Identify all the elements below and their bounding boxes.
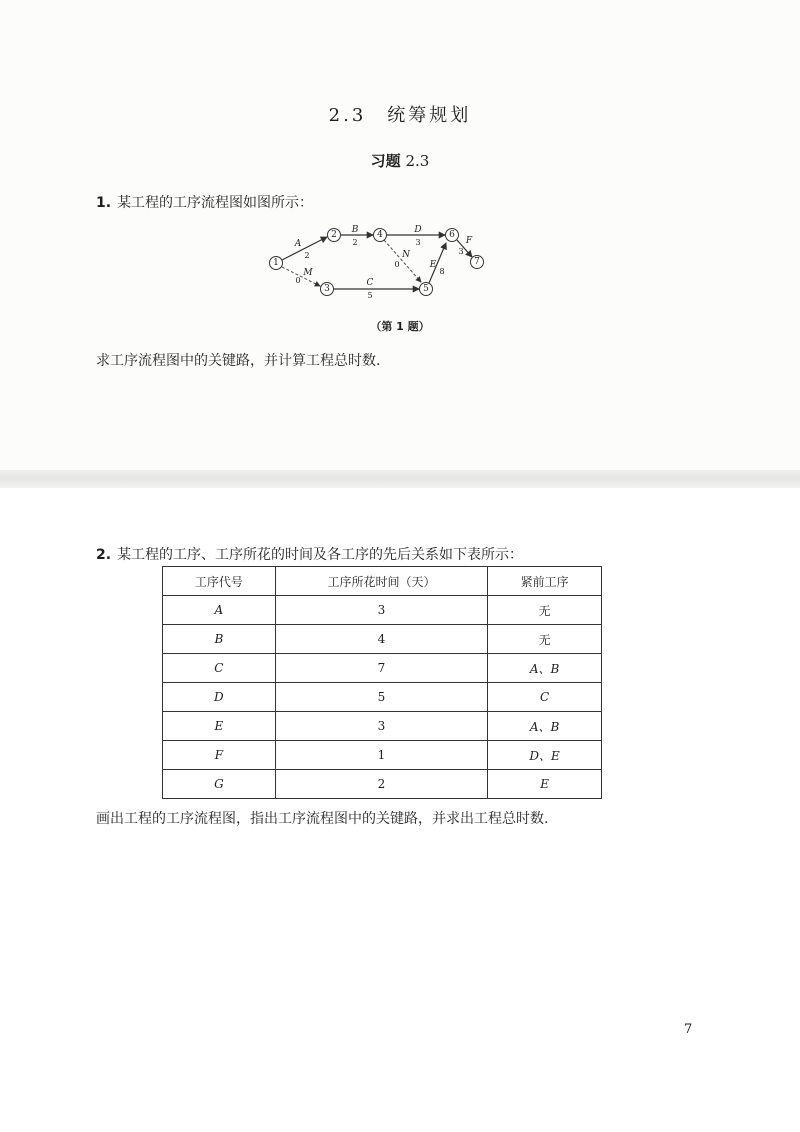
cell-predecessor: E: [488, 770, 602, 799]
edge-weight-c: 5: [367, 291, 373, 300]
cell-predecessor: A、B: [488, 712, 602, 741]
node-1-label: 1: [273, 258, 279, 268]
figure-caption: （第 1 题）: [370, 320, 430, 333]
edge-label-e: E: [429, 260, 437, 270]
problem-1-text: 某工程的工序流程图如图所示：: [117, 195, 314, 211]
cell-code: C: [163, 654, 276, 683]
cell-predecessor: C: [488, 683, 602, 712]
cell-predecessor: 无: [488, 596, 602, 625]
table-row: [163, 596, 602, 625]
node-7: [471, 256, 484, 269]
edge-label-a: A: [294, 239, 302, 249]
problem-2-text: 某工程的工序、工序所花的时间及各工序的先后关系如下表所示：: [117, 547, 524, 563]
cell-code: D: [163, 683, 276, 712]
edge-label-n: N: [402, 250, 410, 260]
problem-1-number: 1.: [96, 195, 112, 211]
cell-time: 3: [275, 596, 488, 625]
edge-weight-m: 0: [295, 276, 301, 285]
page-fold-seam: [0, 470, 800, 488]
table-header-row: [163, 567, 602, 596]
exercise-title-number: 2.3: [405, 152, 430, 170]
cell-code: E: [163, 712, 276, 741]
cell-predecessor: D、E: [488, 741, 602, 770]
process-flow-diagram: [262, 222, 494, 304]
edge-weight-a: 2: [304, 251, 310, 260]
cell-predecessor: A、B: [488, 654, 602, 683]
node-5: [420, 283, 433, 296]
cell-time: 7: [275, 654, 488, 683]
table-row: [163, 770, 602, 799]
table-row: [163, 654, 602, 683]
node-1: [270, 257, 283, 270]
header-predecessor: 紧前工序: [488, 567, 602, 596]
problem-2-question: 画出工程的工序流程图，指出工序流程图中的关键路，并求出工程总时数.: [96, 811, 549, 827]
section-title: 2.3 统筹规划: [328, 105, 472, 126]
edge-weight-n: 0: [394, 260, 400, 269]
problem-1-question: 求工序流程图中的关键路，并计算工程总时数.: [96, 353, 381, 369]
header-process-code: 工序代号: [163, 567, 276, 596]
table-row: [163, 683, 602, 712]
cell-predecessor: 无: [488, 625, 602, 654]
problem-2-statement: [96, 544, 523, 564]
header-process-time: 工序所花时间（天）: [275, 567, 488, 596]
node-3-label: 3: [324, 284, 330, 294]
cell-code: G: [163, 770, 276, 799]
node-2-label: 2: [331, 230, 337, 240]
exercise-title: [0, 150, 800, 171]
cell-code: F: [163, 741, 276, 770]
edge-weight-f: 3: [458, 247, 464, 256]
node-4: [374, 229, 387, 242]
exercise-title-label: 习题: [370, 152, 401, 170]
cell-time: 2: [275, 770, 488, 799]
table-row: [163, 741, 602, 770]
cell-time: 3: [275, 712, 488, 741]
cell-time: 5: [275, 683, 488, 712]
page-number: 7: [684, 1022, 693, 1037]
cell-code: B: [163, 625, 276, 654]
problem-1-statement: [96, 192, 313, 212]
node-6-label: 6: [449, 230, 455, 240]
table-row: [163, 625, 602, 654]
edge-m: [282, 267, 320, 286]
node-7-label: 7: [474, 257, 480, 267]
table-row: [163, 712, 602, 741]
edge-label-c: C: [366, 278, 374, 288]
edge-label-m: M: [303, 268, 313, 278]
cell-time: 4: [275, 625, 488, 654]
node-6: [446, 229, 459, 242]
edge-weight-e: 8: [439, 267, 445, 276]
edge-weight-b: 2: [352, 238, 358, 247]
node-4-label: 4: [377, 230, 383, 240]
cell-code: A: [163, 596, 276, 625]
edge-label-b: B: [351, 225, 359, 235]
node-5-label: 5: [423, 284, 429, 294]
edge-label-f: F: [465, 236, 473, 246]
node-3: [321, 283, 334, 296]
cell-time: 1: [275, 741, 488, 770]
edge-weight-d: 3: [415, 238, 421, 247]
node-2: [328, 229, 341, 242]
problem-2-number: 2.: [96, 547, 112, 563]
edge-label-d: D: [414, 225, 422, 235]
process-table: [162, 566, 602, 799]
